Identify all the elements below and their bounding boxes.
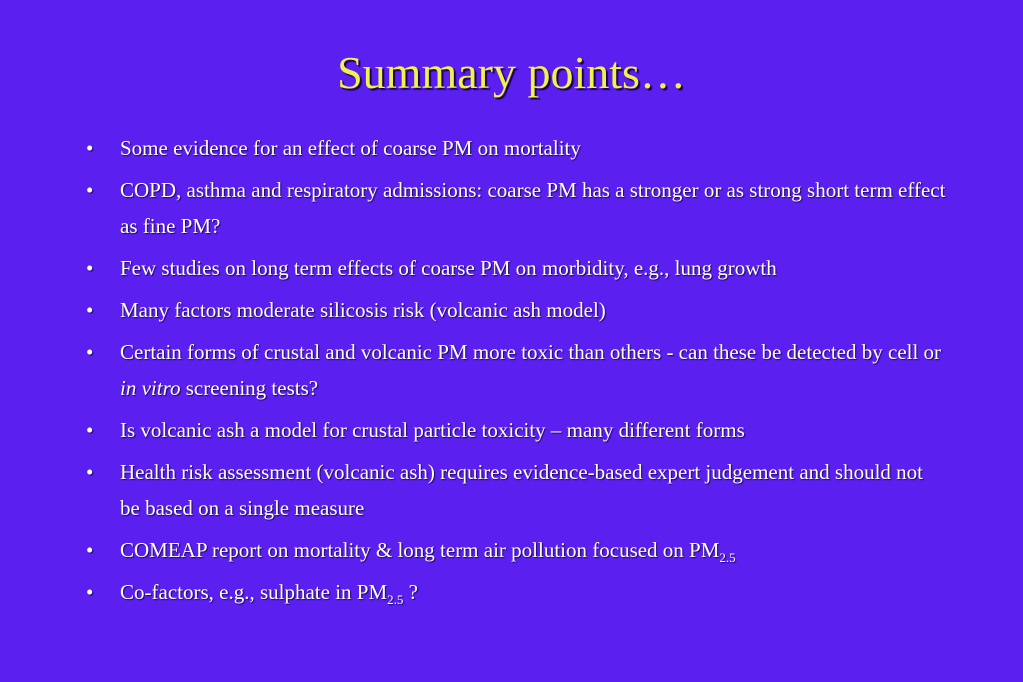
bullet-text-part: Certain forms of crustal and volcanic PM more toxic than others - can these be detected by cell or <box>120 340 942 364</box>
bullet-marker: • <box>86 340 94 364</box>
bullet-item <box>86 334 946 406</box>
bullet-marker: • <box>86 298 94 322</box>
bullet-item <box>86 130 946 166</box>
bullet-text: Many factors moderate silicosis risk (volcanic ash model) <box>120 298 606 322</box>
bullet-item <box>86 250 946 286</box>
bullet-text <box>120 538 736 565</box>
bullet-text <box>120 580 418 607</box>
subscript: 2.5 <box>719 550 736 565</box>
bullet-text-part: ? <box>403 580 418 604</box>
bullet-text: Some evidence for an effect of coarse PM on mortality <box>120 136 581 160</box>
bullet-item <box>86 454 946 526</box>
bullet-marker: • <box>86 256 94 280</box>
bullet-item <box>86 172 946 244</box>
italic-term: in vitro <box>120 376 181 400</box>
bullet-marker: • <box>86 460 94 484</box>
bullet-list <box>86 130 946 616</box>
subscript: 2.5 <box>387 592 404 607</box>
slide-title: Summary points… <box>337 47 686 98</box>
bullet-text: Is volcanic ash a model for crustal particle toxicity – many different forms <box>120 418 745 442</box>
bullet-marker: • <box>86 538 94 562</box>
bullet-marker: • <box>86 136 94 160</box>
bullet-item <box>86 412 946 448</box>
bullet-marker: • <box>86 178 94 202</box>
bullet-item <box>86 292 946 328</box>
bullet-text-part: COMEAP report on mortality & long term air pollution focused on PM <box>120 538 720 562</box>
bullet-marker: • <box>86 418 94 442</box>
bullet-item <box>86 574 946 610</box>
bullet-text: COPD, asthma and respiratory admissions: coarse PM has a stronger or as strong short term effect as fine PM? <box>120 178 946 238</box>
bullet-marker: • <box>86 580 94 604</box>
bullet-text-part: screening tests? <box>180 376 319 400</box>
bullet-text-part: Co-factors, e.g., sulphate in PM <box>120 580 388 604</box>
bullet-text <box>120 340 941 400</box>
bullet-text: Health risk assessment (volcanic ash) requires evidence-based expert judgement and should not be based on a single measure <box>120 460 923 520</box>
bullet-item <box>86 532 946 568</box>
bullet-text: Few studies on long term effects of coarse PM on morbidity, e.g., lung growth <box>120 256 777 280</box>
